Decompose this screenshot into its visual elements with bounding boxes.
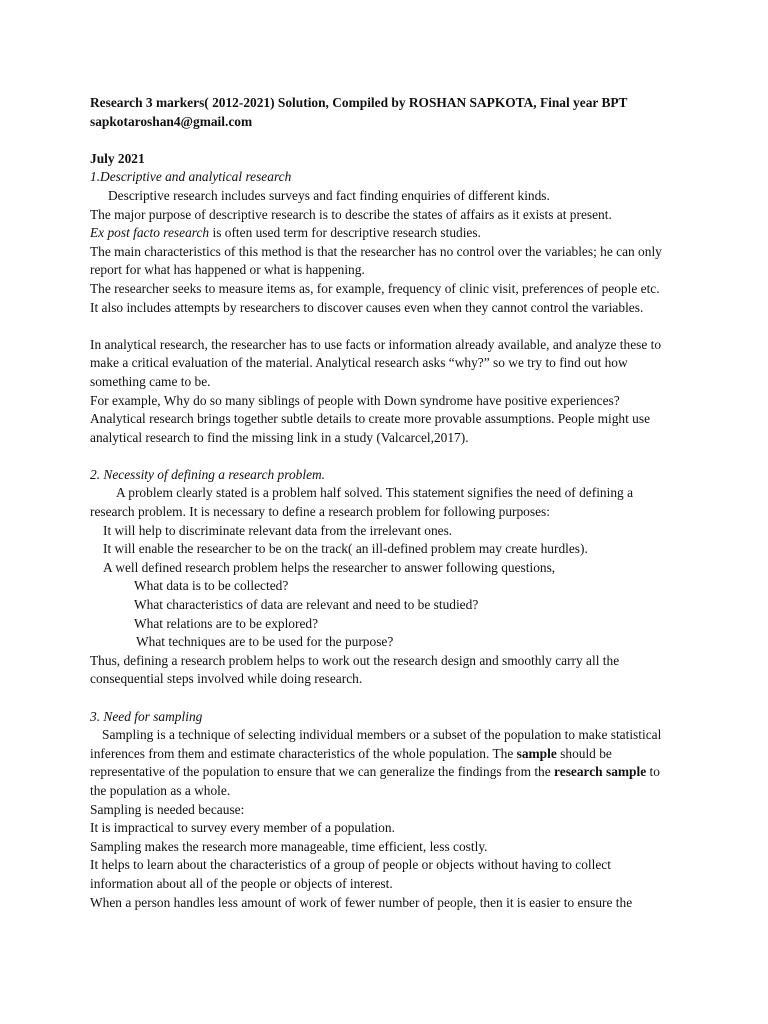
q3-text: representative of the population to ensure that we can generalize the findings from the bbox=[90, 764, 555, 780]
q1-heading: 1.Descriptive and analytical research bbox=[90, 169, 292, 185]
q3-paragraph: information about all of the people or objects of interest. bbox=[90, 875, 393, 891]
q3-paragraph: It is impractical to survey every member of a population. bbox=[90, 820, 395, 836]
q2-paragraph: A problem clearly stated is a problem half solved. This statement signifies the need of defining a bbox=[116, 485, 634, 501]
q2-heading: 2. Necessity of defining a research problem. bbox=[90, 466, 326, 482]
q1-paragraph: Descriptive research includes surveys and fact finding enquiries of different kinds. bbox=[108, 187, 550, 203]
q1-paragraph: report for what has happened or what is happening. bbox=[90, 262, 365, 278]
q2-paragraph: research problem. It is necessary to define a research problem for following purposes: bbox=[90, 504, 550, 520]
q2-purpose: A well defined research problem helps the researcher to answer following questions, bbox=[103, 559, 556, 575]
author-email: sapkotaroshan4@gmail.com bbox=[90, 113, 253, 129]
q2-conclusion: Thus, defining a research problem helps to work out the research design and smoothly carry all the bbox=[90, 652, 620, 668]
q3-text: to bbox=[646, 764, 660, 780]
q3-paragraph: the population as a whole. bbox=[90, 782, 231, 798]
research-sample-term: research sample bbox=[554, 764, 647, 780]
session-heading: July 2021 bbox=[90, 150, 145, 166]
q2-question: What data is to be collected? bbox=[134, 578, 289, 594]
q2-purpose: It will enable the researcher to be on the track( an ill-defined problem may create hurdles). bbox=[103, 541, 588, 557]
q2-question: What relations are to be explored? bbox=[134, 615, 319, 631]
ex-post-facto-term: Ex post facto research bbox=[90, 225, 210, 241]
q1-paragraph: In analytical research, the researcher has to use facts or information already available, and analyze these to bbox=[90, 336, 662, 352]
q3-paragraph bbox=[90, 745, 690, 764]
q3-paragraph: Sampling makes the research more manageable, time efficient, less costly. bbox=[90, 838, 488, 854]
q1-paragraph: analytical research to find the missing link in a study (Valcarcel,2017). bbox=[90, 429, 469, 445]
document-body bbox=[90, 94, 690, 912]
q2-question: What characteristics of data are relevant and need to be studied? bbox=[134, 597, 479, 613]
q1-paragraph bbox=[90, 224, 690, 243]
q1-paragraph: For example, Why do so many siblings of people with Down syndrome have positive experiences? bbox=[90, 392, 620, 408]
q3-paragraph: It helps to learn about the characteristics of a group of people or objects without having to collect bbox=[90, 857, 611, 873]
q1-paragraph: The major purpose of descriptive research is to describe the states of affairs as it exists at present. bbox=[90, 206, 612, 222]
q2-question: What techniques are to be used for the purpose? bbox=[136, 634, 394, 650]
q1-paragraph: make a critical evaluation of the material. Analytical research asks “why?” so we try to find out how bbox=[90, 355, 628, 371]
q1-paragraph: The main characteristics of this method is that the researcher has no control over the variables; he can only bbox=[90, 243, 662, 259]
q3-paragraph bbox=[90, 763, 690, 782]
q3-text: should be bbox=[556, 745, 612, 761]
q3-paragraph: Sampling is needed because: bbox=[90, 801, 245, 817]
q3-text: inferences from them and estimate characteristics of the whole population. The bbox=[90, 745, 517, 761]
q2-purpose: It will help to discriminate relevant data from the irrelevant ones. bbox=[103, 522, 453, 538]
q1-paragraph: Analytical research brings together subtle details to create more provable assumptions. People might use bbox=[90, 411, 651, 427]
q1-paragraph: something came to be. bbox=[90, 373, 211, 389]
q3-paragraph: Sampling is a technique of selecting individual members or a subset of the population to make statistical bbox=[102, 727, 662, 743]
q2-conclusion: consequential steps involved while doing research. bbox=[90, 671, 363, 687]
q3-heading: 3. Need for sampling bbox=[90, 708, 203, 724]
q1-paragraph-rest: is often used term for descriptive research studies. bbox=[209, 225, 481, 241]
document-title: Research 3 markers( 2012-2021) Solution, Compiled by ROSHAN SAPKOTA, Final year BPT bbox=[90, 95, 628, 110]
q1-paragraph: The researcher seeks to measure items as, for example, frequency of clinic visit, preferences of people etc. bbox=[90, 280, 660, 296]
q3-paragraph: When a person handles less amount of work of fewer number of people, then it is easier to ensure the bbox=[90, 894, 633, 910]
sample-term: sample bbox=[516, 745, 557, 761]
q1-paragraph: It also includes attempts by researchers to discover causes even when they cannot control the variables. bbox=[90, 299, 644, 315]
